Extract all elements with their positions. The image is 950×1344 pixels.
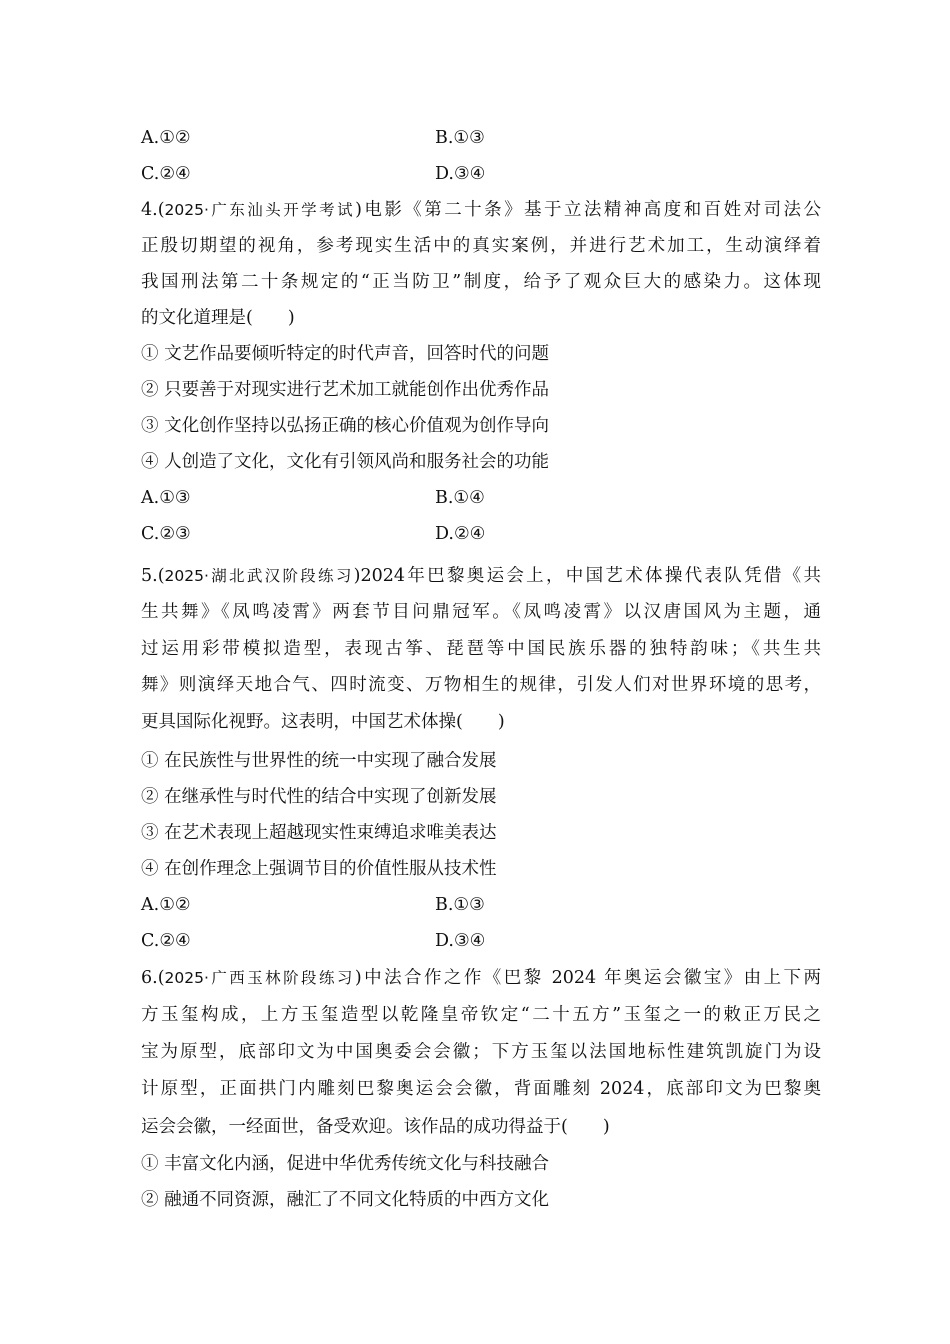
q4-stem-line-4: 的文化道理是( ) [141, 308, 295, 328]
q6-item-1: ① 丰富文化内涵，促进中华优秀传统文化与科技融合 [141, 1154, 550, 1174]
q5-source: 2025·湖北武汉阶段练习 [164, 567, 354, 585]
q3-option-a: A.①② [141, 128, 191, 148]
q4-stem-line-3: 我国刑法第二十条规定的“正当防卫”制度，给予了观众巨大的感染力。这体现 [141, 272, 821, 292]
q4-option-a: A.①③ [141, 488, 191, 508]
q6-stem-line-1: 6.(2025·广西玉林阶段练习)中法合作之作《巴黎 2024 年奥运会徽宝》由上下两 [141, 968, 821, 988]
q5-item-2: ② 在继承性与时代性的结合中实现了创新发展 [141, 787, 497, 807]
q4-stem-line-2: 正殷切期望的视角，参考现实生活中的真实案例，并进行艺术加工，生动演绎着 [141, 236, 821, 256]
q4-item-1: ① 文艺作品要倾听特定的时代声音，回答时代的问题 [141, 344, 550, 364]
q5-item-1: ① 在民族性与世界性的统一中实现了融合发展 [141, 751, 497, 771]
q5-stem-line-5: 更具国际化视野。这表明，中国艺术体操( ) [141, 712, 505, 732]
q5-number: 5.( [141, 566, 165, 586]
q4-source: 2025·广东汕头开学考试 [164, 201, 356, 219]
q4-number: 4.( [141, 200, 165, 220]
q5-option-c: C.②④ [141, 931, 191, 951]
q6-stem-line-2: 方玉玺构成，上方玉玺造型以乾隆皇帝钦定“二十五方”玉玺之一的敕正万民之 [141, 1005, 821, 1025]
q5-option-d: D.③④ [435, 931, 486, 951]
q5-item-4: ④ 在创作理念上强调节目的价值性服从技术性 [141, 859, 497, 879]
q5-stem-line-2: 生共舞》《凤鸣凌霄》两套节目问鼎冠军。《凤鸣凌霄》以汉唐国风为主题，通 [141, 602, 821, 622]
q5-option-b: B.①③ [435, 895, 485, 915]
q3-option-d: D.③④ [435, 164, 486, 184]
q4-item-2: ② 只要善于对现实进行艺术加工就能创作出优秀作品 [141, 380, 550, 400]
q4-option-c: C.②③ [141, 524, 191, 544]
q6-number: 6.( [141, 968, 165, 988]
q4-option-b: B.①④ [435, 488, 485, 508]
q4-item-4: ④ 人创造了文化，文化有引领风尚和服务社会的功能 [141, 452, 550, 472]
q5-stem-line-3: 过运用彩带模拟造型，表现古筝、琵琶等中国民族乐器的独特韵味；《共生共 [141, 639, 821, 659]
q6-item-2: ② 融通不同资源，融汇了不同文化特质的中西方文化 [141, 1190, 550, 1210]
q5-option-a: A.①② [141, 895, 191, 915]
q4-option-d: D.②④ [435, 524, 486, 544]
q5-item-3: ③ 在艺术表现上超越现实性束缚追求唯美表达 [141, 823, 497, 843]
q6-stem-line-3: 宝为原型，底部印文为中国奥委会会徽；下方玉玺以法国地标性建筑凯旋门为设 [141, 1042, 821, 1062]
q3-option-c: C.②④ [141, 164, 191, 184]
q4-stem-line-1: 4.(2025·广东汕头开学考试)电影《第二十条》基于立法精神高度和百姓对司法公 [141, 200, 822, 220]
q3-option-b: B.①③ [435, 128, 485, 148]
q6-source: 2025·广西玉林阶段练习 [164, 969, 355, 987]
q5-stem-line-1: 5.(2025·湖北武汉阶段练习)2024年巴黎奥运会上，中国艺术体操代表队凭借《共 [141, 566, 821, 586]
q6-stem-line-4: 计原型，正面拱门内雕刻巴黎奥运会会徽，背面雕刻 2024，底部印文为巴黎奥 [141, 1079, 821, 1099]
q5-stem-line-4: 舞》则演绎天地合气、四时流变、万物相生的规律，引发人们对世界环境的思考， [141, 675, 821, 695]
q4-item-3: ③ 文化创作坚持以弘扬正确的核心价值观为创作导向 [141, 416, 550, 436]
q6-stem-line-5: 运会会徽，一经面世，备受欢迎。该作品的成功得益于( ) [141, 1117, 610, 1137]
